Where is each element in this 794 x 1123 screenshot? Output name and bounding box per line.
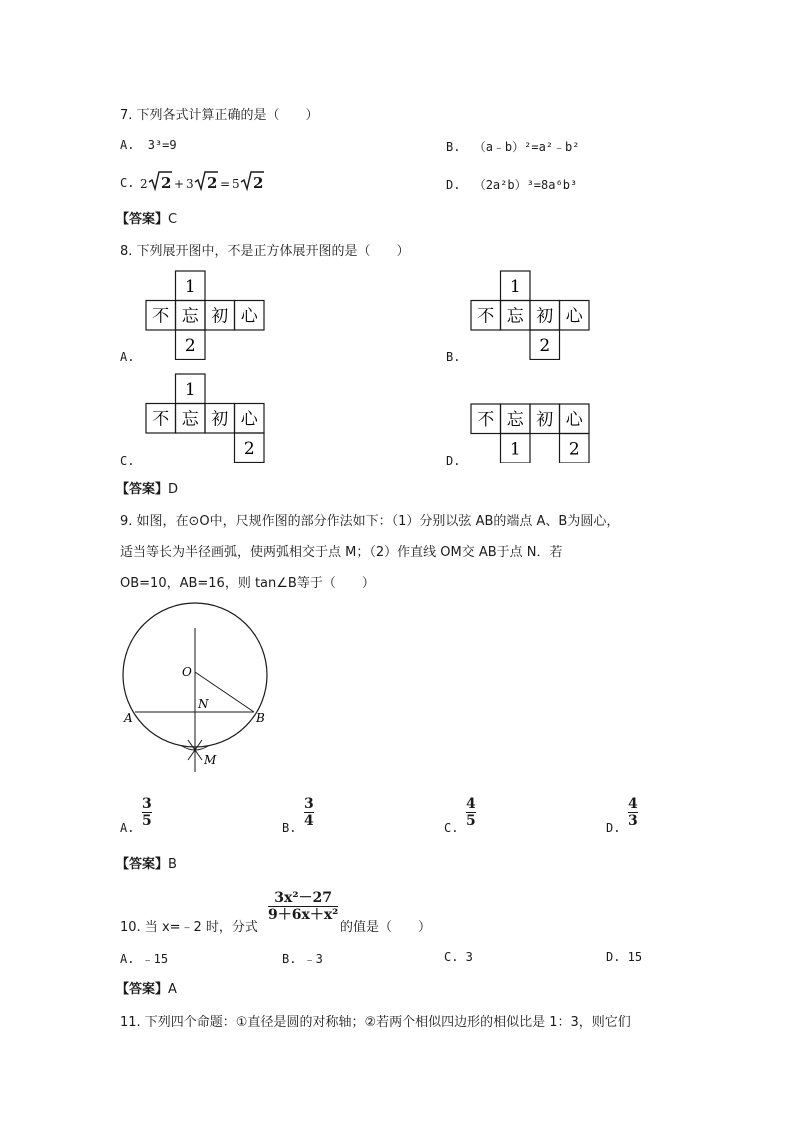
q8-net-a-cell: [235, 301, 265, 331]
q10-option: D. 15: [606, 950, 643, 964]
q8-net-c-cell: [146, 404, 176, 434]
q9-option-fraction: [304, 796, 314, 829]
q8-net-d-cell: [560, 434, 590, 464]
q7-c-coef2: 3: [186, 177, 194, 191]
q7-option-b: [446, 138, 580, 155]
q7-option-d: [446, 176, 577, 193]
q8-net-b-cell-text: 1: [509, 276, 521, 297]
q7-option-d-expr: （2a²b）³=8a⁶b³: [473, 178, 578, 192]
q7-option-c-label: C.: [120, 176, 135, 190]
q9-label-o: O: [182, 665, 192, 679]
q8-net-a-cell: [176, 330, 206, 360]
q8-net-d-cell: [471, 404, 501, 434]
q8-net-b-cell-text: 初: [536, 306, 554, 327]
q9-option-numerator: 4: [628, 796, 638, 812]
q8-net-b-cell-text: 2: [539, 335, 551, 356]
q8-net-a: [145, 270, 267, 360]
q8-net-b-cell: [471, 301, 501, 331]
q8-net-a-cell: [176, 301, 206, 331]
q9-line2: 适当等长为半径画弧，使两弧相交于点 M；（2）作直线 OM交 AB于点 N．若: [120, 545, 563, 560]
q8-answer: [116, 478, 178, 497]
q9-answer: [116, 853, 177, 872]
q10-answer-label: 【答案】: [116, 982, 169, 997]
q8-net-a-cell-text: 心: [240, 306, 258, 327]
q8-net-c-cell-text: 2: [243, 438, 255, 459]
q10-option: C. 3: [444, 950, 473, 964]
q8-net-b-cell: [530, 301, 560, 331]
q8-net-d-cell-text: 忘: [506, 409, 524, 430]
q7-c-coef3: 5: [232, 177, 240, 191]
q8-net-b-cell-text: 心: [565, 306, 583, 327]
q8-net-d-cell: [501, 434, 531, 464]
q7-option-a-expr: 3³=9: [147, 138, 177, 152]
q9-label-n: N: [198, 697, 209, 711]
q8-net-a-cell-text: 忘: [181, 306, 199, 327]
q8-net-c: [145, 373, 267, 463]
q9-option-fraction: [466, 796, 476, 829]
q8-net-a-cell: [205, 301, 235, 331]
q7-c-coef1: 2: [140, 177, 148, 191]
q8-net-d-cell: [501, 404, 531, 434]
q7-answer-value: C: [168, 212, 178, 227]
q7-option-b-label: B.: [446, 140, 461, 154]
q9-option-label: A.: [120, 821, 135, 835]
q8-net-c-cell: [176, 374, 206, 404]
q8-net-d-cell-text: 2: [568, 439, 580, 460]
q9-line1: 9. 如图，在⊙O中，尺规作图的部分作法如下：（1）分别以弦 AB的端点 A、B为圆心，: [120, 514, 620, 529]
q8-net-b-cell: [501, 271, 531, 301]
q7-option-c: [120, 176, 134, 190]
q9-option-numerator: 3: [142, 796, 152, 812]
q7-c-eq: =: [220, 177, 231, 191]
q8-net-c-cell-text: 1: [184, 379, 196, 400]
q9-label-a: A: [124, 711, 133, 725]
q8-net-b-cell: [530, 330, 560, 360]
q8-answer-label: 【答案】: [116, 482, 169, 497]
q8-option-b-label: B.: [446, 350, 461, 364]
q9-option-label: C.: [444, 821, 459, 835]
q7-answer: [116, 208, 177, 227]
q9-option-fraction: [628, 796, 638, 829]
q8-net-b-cell: [560, 301, 590, 331]
q8-net-d-cell-text: 初: [536, 409, 554, 430]
q9-option-denominator: 3: [628, 813, 638, 829]
q8-net-b: [470, 270, 592, 360]
q7-option-d-label: D.: [446, 178, 461, 192]
q8-net-c-cell-text: 初: [211, 409, 229, 430]
q10-option: B. ﹣3: [282, 952, 323, 966]
q8-net-d-cell: [530, 404, 560, 434]
q10-fraction: [268, 890, 338, 923]
q10-fraction-denominator: 9＋6x＋x²: [268, 907, 339, 923]
q9-line3: OB=10，AB=16，则 tan∠B等于（ ）: [120, 576, 375, 591]
q10-option: A. ﹣15: [120, 952, 169, 966]
q7-c-plus: +: [174, 177, 185, 191]
q9-answer-value: B: [168, 857, 177, 872]
q10-answer-value: A: [168, 982, 177, 997]
q8-net-a-cell: [176, 271, 206, 301]
q7-answer-label: 【答案】: [116, 212, 169, 227]
q8-answer-value: D: [168, 482, 179, 497]
q9-answer-label: 【答案】: [116, 857, 169, 872]
q8-net-c-cell-text: 忘: [181, 409, 199, 430]
q7-option-c-radicals: [140, 168, 270, 194]
q7-option-a-label: A.: [120, 138, 135, 152]
q9-option-fraction: [142, 796, 152, 829]
q8-net-a-cell-text: 2: [184, 335, 196, 356]
q8-option-a-label: A.: [120, 350, 135, 364]
q9-option-denominator: 5: [142, 813, 152, 829]
q9-option-label: D.: [606, 821, 621, 835]
q8-net-c-cell: [176, 404, 206, 434]
q9-circle-diagram: [118, 600, 278, 780]
q7-option-b-expr: （a﹣b）²=a²﹣b²: [473, 140, 580, 154]
q9-label-m: M: [204, 753, 217, 767]
q8-net-c-cell: [235, 404, 265, 434]
q8-stem: 8. 下列展开图中，不是正方体展开图的是（ ）: [120, 244, 410, 259]
q7-c-rad3: 2: [253, 174, 264, 192]
q9-label-b: B: [256, 711, 265, 725]
q9-option-numerator: 3: [304, 796, 314, 812]
q10-stem-post: 的值是（ ）: [340, 920, 432, 935]
q8-net-a-cell-text: 1: [184, 276, 196, 297]
q8-net-c-cell-text: 不: [152, 409, 170, 430]
q8-net-c-cell: [235, 433, 265, 463]
q8-net-b-cell-text: 不: [477, 306, 495, 327]
q7-c-rad1: 2: [161, 174, 172, 192]
q9-option-label: B.: [282, 821, 297, 835]
q10-answer: [116, 978, 177, 997]
q8-net-c-cell: [205, 404, 235, 434]
q10-fraction-numerator: 3x²－27: [274, 890, 332, 906]
q8-net-a-cell: [146, 301, 176, 331]
q8-net-d: [470, 403, 592, 463]
q8-option-d-label: D.: [446, 454, 461, 468]
q7-stem: 7. 下列各式计算正确的是（ ）: [120, 108, 319, 123]
q11-stem: 11. 下列四个命题：①直径是圆的对称轴；②若两个相似四边形的相似比是 1：3，则它们: [120, 1015, 631, 1030]
q9-option-numerator: 4: [466, 796, 476, 812]
q8-net-d-cell-text: 1: [509, 439, 521, 460]
q8-net-c-cell-text: 心: [240, 409, 258, 430]
q8-net-d-cell: [560, 404, 590, 434]
q8-net-b-cell-text: 忘: [506, 306, 524, 327]
q8-net-a-cell-text: 不: [152, 306, 170, 327]
q10-stem-pre: 10. 当 x=﹣2 时，分式: [120, 920, 258, 935]
q8-net-b-cell: [501, 301, 531, 331]
q8-net-d-cell-text: 心: [565, 409, 583, 430]
q7-option-a: [120, 138, 177, 152]
q8-net-d-cell-text: 不: [477, 409, 495, 430]
q9-option-denominator: 5: [466, 813, 476, 829]
q8-option-c-label: C.: [120, 454, 135, 468]
q9-option-denominator: 4: [304, 813, 314, 829]
q8-net-a-cell-text: 初: [211, 306, 229, 327]
q7-c-rad2: 2: [207, 174, 218, 192]
